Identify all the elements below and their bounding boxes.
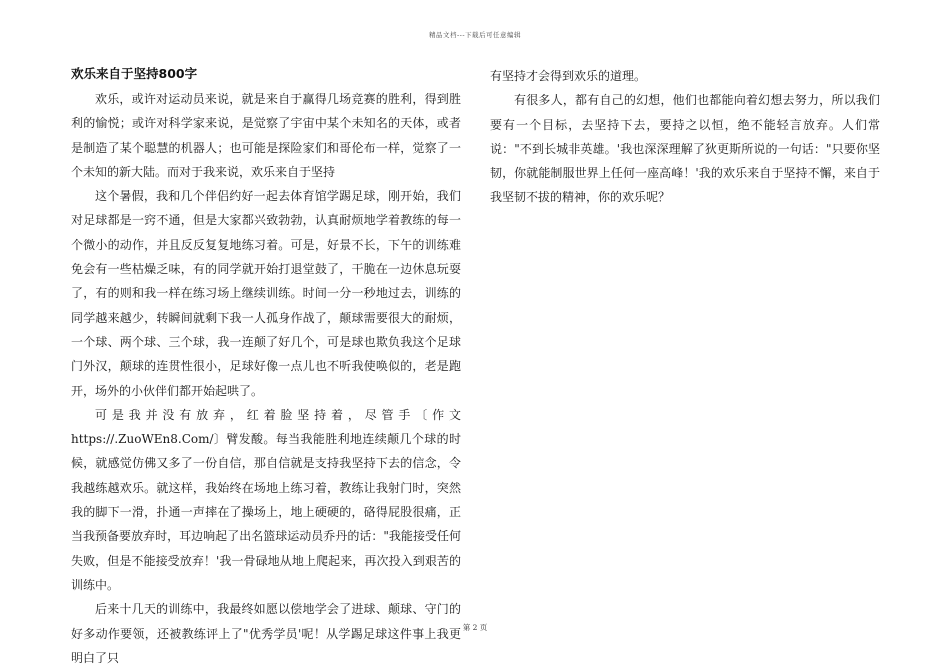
paragraph: 这个暑假，我和几个伴侣约好一起去体育馆学踢足球，刚开始，我们对足球都是一窍不通，但是大家都兴致勃勃，认真耐烦地学着教练的每一个微小的动作，并且反反复复地练习着。可是，好景不长，下午的训练难免会有一些枯燥乏味，有的同学就开始打退堂鼓了，干脆在一边休息玩耍了，有的则和我一样在练习场上继续训练。时间一分一秒地过去，训练的同学越来越少，转瞬间就剩下我一人孤身作战了，颠球需要很大的耐烦，一个球、两个球、三个球，我一连颠了好几个，可是球也欺负我这个足球门外汉，颠球的连贯性很小，足球好像一点儿也不听我使唤似的，老是跑开，场外的小伙伴们都开始起哄了。 xyxy=(71,189,461,398)
paragraph: 可是我并没有放弃，红着脸坚持着，尽管手〔作文https://.ZuoWEn8.Com/〕臂发酸。每当我能胜利地连续颠几个球的时候，就感觉仿佛又多了一份自信，那自信就是支持我坚持下去的信念，令我越练越欢乐。就这样，我始终在场地上练习着，教练让我射门时，突然我的脚下一滑，扑通一声摔在了操场上，地上硬硬的，硌得屁股很痛，正当我预备要放弃时，耳边响起了出名篮球运动员乔丹的话："我能接受任何失败，但是不能接受放弃！'我一骨碌地从地上爬起来，再次投入到艰苦的训练中。 xyxy=(71,407,461,592)
right-column xyxy=(490,64,880,210)
paragraph: 后来十几天的训练中，我最终如愿以偿地学会了进球、颠球、守门的好多动作要领，还被教练评上了"优秀学员'呢！从学踢足球这件事上我更明白了只 xyxy=(71,602,461,665)
paragraph-continuation: 有坚持才会得到欢乐的道理。 xyxy=(490,69,647,83)
page-header: 精品文档---下载后可任意编辑 xyxy=(428,31,522,39)
paragraph: 有很多人，都有自己的幻想，他们也都能向着幻想去努力，所以我们要有一个目标，去坚持下去，要持之以恒，绝不能轻言放弃。人们常说："不到长城非英雄。'我也深深理解了狄更斯所说的一句话："只要你坚韧，你就能制服世界上任何一座高峰！'我的欢乐来自于坚持不懈，来自于我坚韧不拔的精神，你的欢乐呢？ xyxy=(490,93,880,205)
article-title: 欢乐来自于坚持800字 xyxy=(71,66,198,81)
left-column xyxy=(71,64,461,670)
paragraph: 欢乐，或许对运动员来说，就是来自于赢得几场竞赛的胜利，得到胜利的愉悦；或许对科学家来说，是觉察了宇宙中某个未知名的天体，或者是制造了某个聪慧的机器人；也可能是探险家们和哥伦布一样，觉察了一个未知的新大陆。而对于我来说，欢乐来自于坚持 xyxy=(71,92,461,179)
page-number: 第 2 页 xyxy=(462,623,488,632)
